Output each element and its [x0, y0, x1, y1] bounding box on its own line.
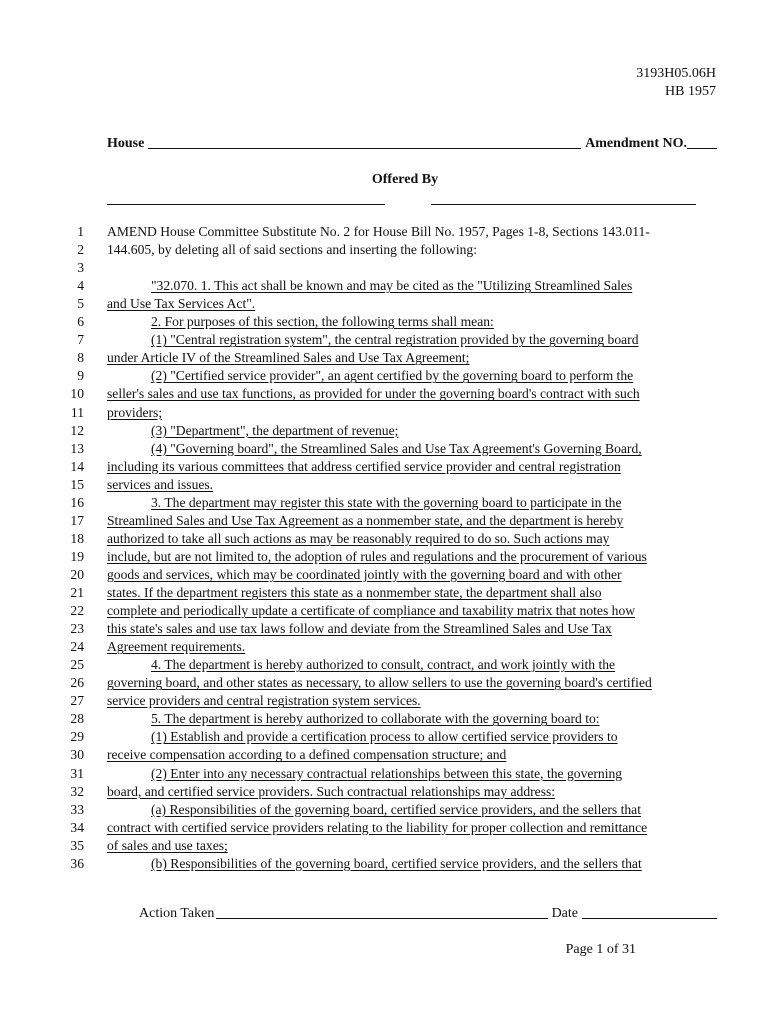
line-text: 2. For purposes of this section, the following terms shall mean:: [151, 314, 494, 330]
document-line: [0, 530, 770, 548]
line-number: 14: [70, 458, 84, 474]
document-line: [0, 404, 770, 422]
line-text: 144.605, by deleting all of said sections and inserting the following:: [107, 242, 477, 258]
line-number: 28: [70, 711, 84, 727]
document-line: [0, 819, 770, 837]
bill-number: HB 1957: [665, 84, 716, 99]
document-line: [0, 765, 770, 783]
line-number: 27: [70, 693, 84, 709]
line-number: 1: [77, 224, 84, 239]
line-number: 9: [77, 368, 84, 384]
cosponsor-signature-line: [431, 204, 696, 205]
line-text: (1) Establish and provide a certification process to allow certified service providers to: [151, 729, 618, 745]
action-taken-label: Action Taken: [139, 906, 215, 921]
document-line: [0, 512, 770, 530]
document-line: [0, 223, 770, 241]
house-label: House: [107, 136, 145, 151]
line-number: 5: [77, 296, 84, 312]
line-number: 17: [70, 512, 84, 528]
line-text: AMEND House Committee Substitute No. 2 for House Bill No. 1957, Pages 1-8, Sections 143.011-: [107, 224, 650, 239]
document-line: [0, 313, 770, 331]
line-number: 3: [77, 260, 84, 276]
line-text: goods and services, which may be coordinated jointly with the governing board and with other: [107, 566, 622, 582]
line-text: services and issues.: [107, 476, 214, 492]
document-line: [0, 728, 770, 746]
document-line: [0, 440, 770, 458]
line-text: 3. The department may register this state with the governing board to participate in the: [151, 494, 622, 510]
document-line: [0, 837, 770, 855]
page-number: Page 1 of 31: [565, 942, 636, 957]
action-taken-line: [139, 906, 717, 922]
document-line: [0, 277, 770, 295]
line-number: 4: [77, 278, 84, 294]
line-number: 7: [77, 332, 84, 348]
line-number: 22: [70, 603, 84, 619]
line-text: 4. The department is hereby authorized to consult, contract, and work jointly with the: [151, 657, 616, 673]
line-number: 34: [70, 819, 84, 835]
line-text: under Article IV of the Streamlined Sales and Use Tax Agreement;: [107, 350, 470, 366]
document-line: [0, 458, 770, 476]
line-text: (2) Enter into any necessary contractual relationships between this state, the governing: [151, 765, 623, 781]
document-line: [0, 494, 770, 512]
document-line: [0, 331, 770, 349]
document-line: [0, 476, 770, 494]
line-text: states. If the department registers this state as a nonmember state, the department shall also: [107, 585, 602, 600]
date-label: Date: [551, 906, 578, 921]
line-text: complete and periodically update a certificate of compliance and taxability matrix that notes how: [107, 603, 636, 619]
amendment-number-label: Amendment NO.: [585, 136, 687, 151]
line-text: (b) Responsibilities of the governing board, certified service providers, and the sellers that: [151, 855, 642, 871]
line-number: 13: [70, 440, 84, 456]
document-line: [0, 710, 770, 728]
line-number: 15: [70, 476, 84, 492]
document-line: [0, 259, 770, 277]
document-line: [0, 349, 770, 367]
line-text: (a) Responsibilities of the governing board, certified service providers, and the sellers that: [151, 801, 641, 817]
document-line: [0, 638, 770, 656]
line-text: contract with certified service providers relating to the liability for proper collection and remittance: [107, 819, 648, 835]
document-line: [0, 692, 770, 710]
document-line: [0, 584, 770, 602]
line-text: (3) "Department", the department of revenue;: [151, 422, 399, 438]
line-text: authorized to take all such actions as may be reasonably required to do so. Such actions may: [107, 530, 610, 546]
document-line: [0, 566, 770, 584]
document-line: [0, 241, 770, 259]
house-amendment-line: [107, 136, 717, 152]
line-number: 26: [70, 675, 84, 691]
document-line: [0, 295, 770, 313]
line-text: receive compensation according to a defined compensation structure; and: [107, 747, 507, 763]
line-number: 12: [70, 422, 84, 438]
line-text: (4) "Governing board", the Streamlined Sales and Use Tax Agreement's Governing Board,: [151, 440, 642, 456]
line-text: 5. The department is hereby authorized to collaborate with the governing board to:: [151, 711, 600, 727]
line-text: board, and certified service providers. Such contractual relationships may address:: [107, 783, 556, 799]
line-text: including its various committees that address certified service provider and central registration: [107, 458, 621, 474]
line-text: include, but are not limited to, the adoption of rules and regulations and the procurement of various: [107, 548, 647, 564]
house-blank: [148, 148, 581, 149]
line-text: and Use Tax Services Act".: [107, 296, 256, 312]
line-text: this state's sales and use tax laws follow and deviate from the Streamlined Sales and Use Tax: [107, 621, 612, 637]
line-text: service providers and central registration system services.: [107, 693, 421, 709]
sponsor-signature-line: [107, 204, 385, 205]
document-line: [0, 674, 770, 692]
line-text: providers;: [107, 404, 163, 420]
document-line: [0, 656, 770, 674]
document-line: [0, 367, 770, 385]
document-line: [0, 746, 770, 764]
document-line: [0, 385, 770, 403]
line-number: 24: [70, 639, 84, 655]
line-number: 33: [70, 801, 84, 817]
line-text: governing board, and other states as necessary, to allow sellers to use the governing board's certified: [107, 675, 652, 691]
line-number: 8: [77, 350, 84, 366]
document-line: [0, 620, 770, 638]
line-number: 35: [70, 837, 84, 853]
line-number: 16: [70, 494, 84, 510]
line-number: 29: [70, 729, 84, 745]
line-text: Streamlined Sales and Use Tax Agreement as a nonmember state, and the department is hereby: [107, 512, 624, 528]
date-blank: [582, 918, 717, 919]
action-taken-blank: [216, 918, 547, 919]
line-number: 19: [70, 548, 84, 564]
line-number: 10: [70, 386, 84, 402]
line-number: 18: [70, 530, 84, 546]
line-number: 32: [70, 783, 84, 799]
line-number: 6: [77, 314, 84, 330]
line-number: 31: [70, 765, 84, 781]
line-text: of sales and use taxes;: [107, 837, 228, 853]
line-text: (2) "Certified service provider", an agent certified by the governing board to perform the: [151, 368, 634, 384]
document-line: [0, 602, 770, 620]
line-number: 30: [70, 747, 84, 763]
document-line: [0, 548, 770, 566]
amendment-number-underline: [687, 148, 717, 149]
line-number: 23: [70, 621, 84, 637]
line-number: 25: [70, 657, 84, 673]
line-number: 36: [70, 855, 84, 871]
line-text: Agreement requirements.: [107, 639, 246, 655]
document-line: [0, 783, 770, 801]
document-line: [0, 801, 770, 819]
document-line: [0, 855, 770, 873]
line-text: "32.070. 1. This act shall be known and may be cited as the "Utilizing Streamlined Sales: [151, 278, 633, 294]
line-number: 2: [77, 242, 84, 258]
line-number: 21: [70, 585, 84, 600]
line-text: seller's sales and use tax functions, as provided for under the governing board's contract with such: [107, 386, 640, 402]
line-text: (1) "Central registration system", the central registration provided by the governing board: [151, 332, 639, 348]
line-number: 20: [70, 566, 84, 582]
offered-by-heading: Offered By: [371, 172, 439, 187]
line-number: 11: [70, 404, 84, 420]
document-id: 3193H05.06H: [636, 66, 716, 81]
document-line: [0, 422, 770, 440]
